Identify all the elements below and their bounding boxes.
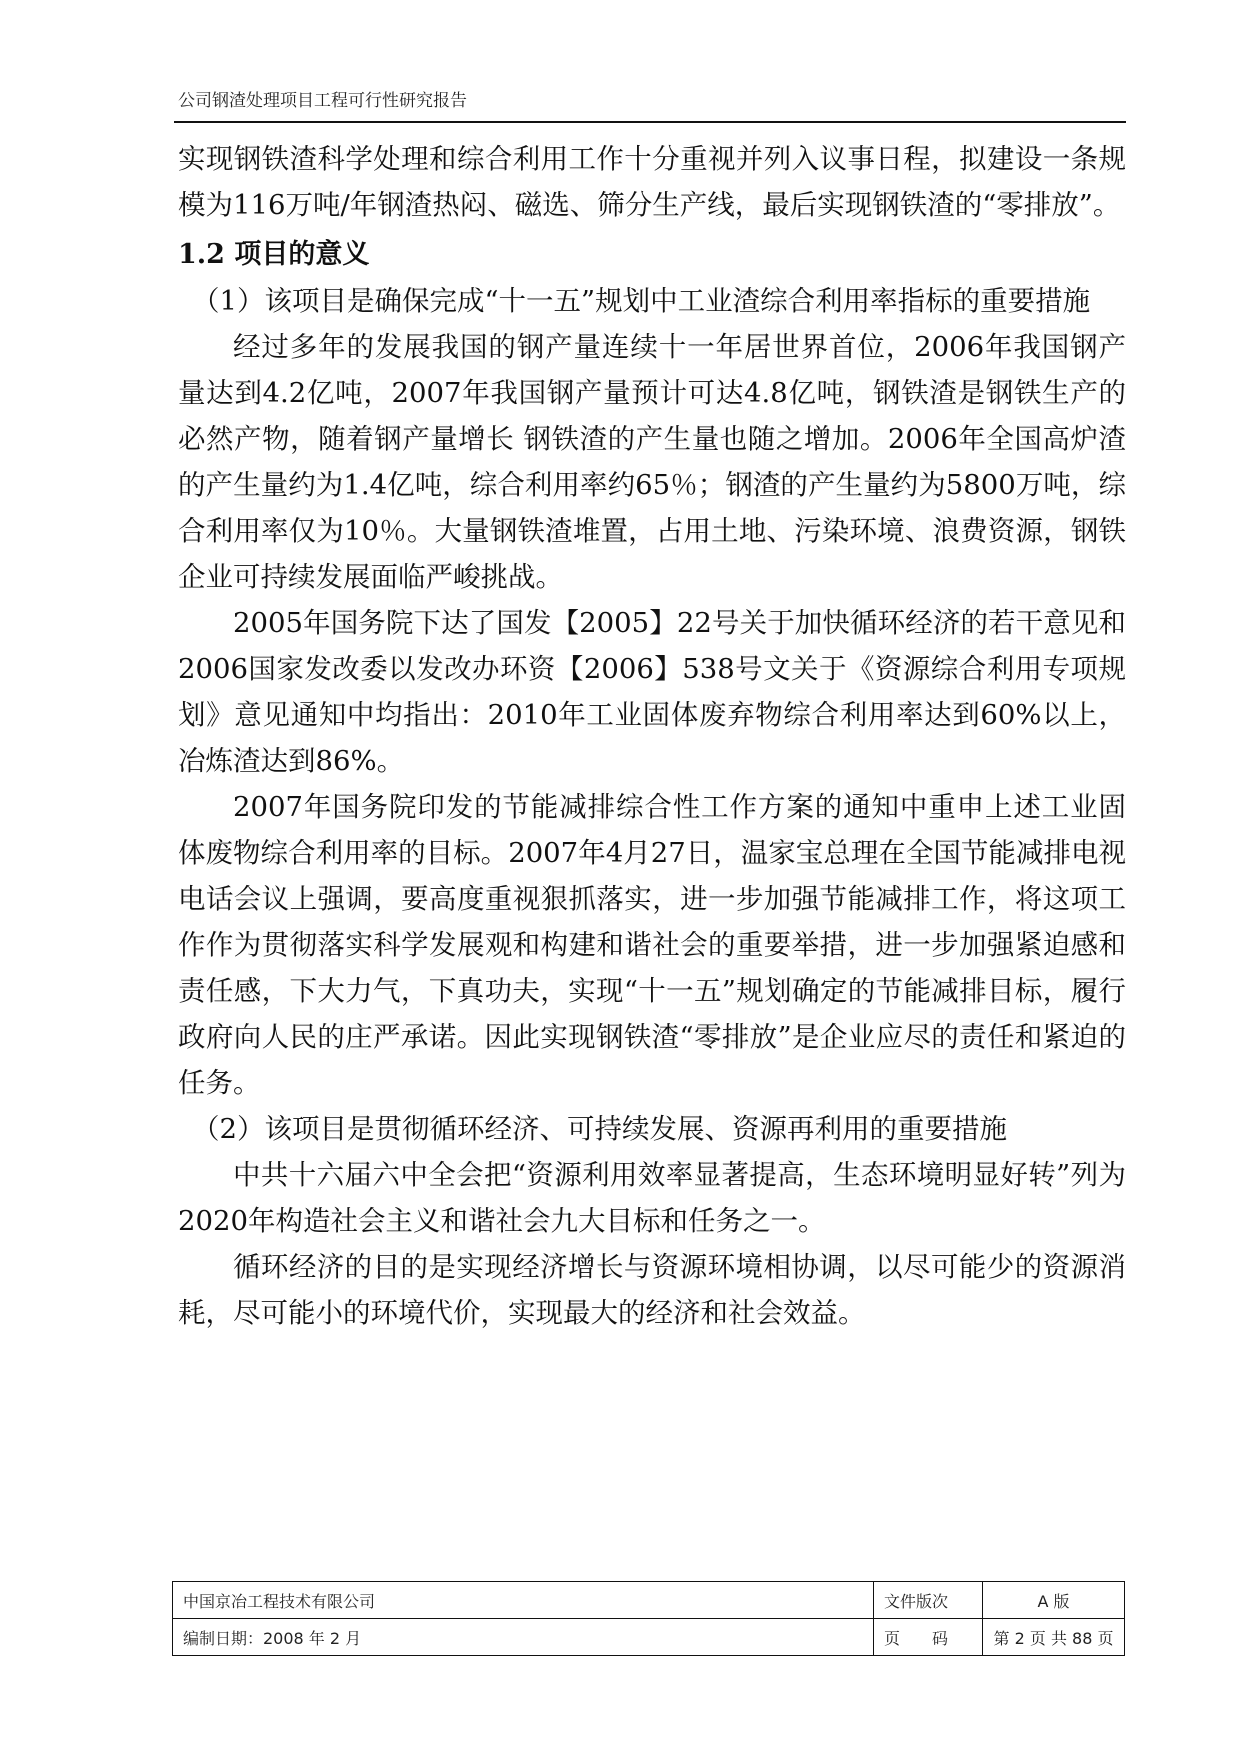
footer-row-1 — [173, 1582, 1125, 1619]
footer-page-value: 第 2 页 共 88 页 — [983, 1619, 1125, 1656]
paragraph-state-council-2005: 2005年国务院下达了国发【2005】22号关于加快循环经济的若干意见和2006国家发改委以发改办环资【2006】538号文关于《资源综合利用专项规划》意见通知中均指出：2010年工业固体废弃物综合利用率达到60%以上，冶炼渣达到86%。 — [178, 607, 1126, 777]
paragraph-plenary-session: 中共十六届六中全会把“资源利用效率显著提高，生态环境明显好转”列为2020年构造社会主义和谐社会九大目标和任务之一。 — [178, 1159, 1126, 1237]
paragraph-state-council-2007: 2007年国务院印发的节能减排综合性工作方案的通知中重申上述工业固体废物综合利用率的目标。2007年4月27日，温家宝总理在全国节能减排电视电话会议上强调，要高度重视狠抓落实，进一步加强节能减排工作，将这项工作作为贯彻落实科学发展观和构建和谐社会的重要举措，进一步加强紧迫感和责任感，下大力气，下真功夫，实现“十一五”规划确定的节能减排目标，履行政府向人民的庄严承诺。因此实现钢铁渣“零排放”是企业应尽的责任和紧迫的任务。 — [178, 791, 1126, 1099]
footer-version-label: 文件版次 — [874, 1582, 983, 1619]
subheading-item-1: （1）该项目是确保完成“十一五”规划中工业渣综合利用率指标的重要措施 — [192, 285, 1091, 317]
footer-page-label: 页 码 — [874, 1619, 983, 1656]
paragraph-steel-output: 经过多年的发展我国的钢产量连续十一年居世界首位，2006年我国钢产量达到4.2亿吨，2007年我国钢产量预计可达4.8亿吨，钢铁渣是钢铁生产的必然产物，随着钢产量增长 钢铁渣的产生量也随之增加。2006年全国高炉渣的产生量约为1.4亿吨，综合利用率约65％；钢渣的产生量约为5800万吨，综合利用率仅为10％。大量钢铁渣堆置，占用土地、污染环境、浪费资源，钢铁企业可持续发展面临严峻挑战。 — [178, 331, 1126, 593]
document-body — [178, 136, 1126, 1336]
footer-version-value: A 版 — [983, 1582, 1125, 1619]
footer-table — [172, 1581, 1125, 1656]
header-rule — [174, 121, 1126, 123]
paragraph-circular-economy: 循环经济的目的是实现经济增长与资源环境相协调，以尽可能少的资源消耗，尽可能小的环境代价，实现最大的经济和社会效益。 — [178, 1251, 1126, 1329]
footer-row-2 — [173, 1619, 1125, 1656]
section-heading-1-2: 1.2 项目的意义 — [178, 239, 370, 270]
document-header-title: 公司钢渣处理项目工程可行性研究报告 — [178, 91, 467, 111]
footer-date: 编制日期：2008 年 2 月 — [173, 1619, 874, 1656]
footer-company: 中国京冶工程技术有限公司 — [173, 1582, 874, 1619]
subheading-item-2: （2）该项目是贯彻循环经济、可持续发展、资源再利用的重要措施 — [192, 1113, 1007, 1145]
paragraph-intro-continuation: 实现钢铁渣科学处理和综合利用工作十分重视并列入议事日程，拟建设一条规模为116万吨/年钢渣热闷、磁选、筛分生产线，最后实现钢铁渣的“零排放”。 — [178, 143, 1126, 221]
